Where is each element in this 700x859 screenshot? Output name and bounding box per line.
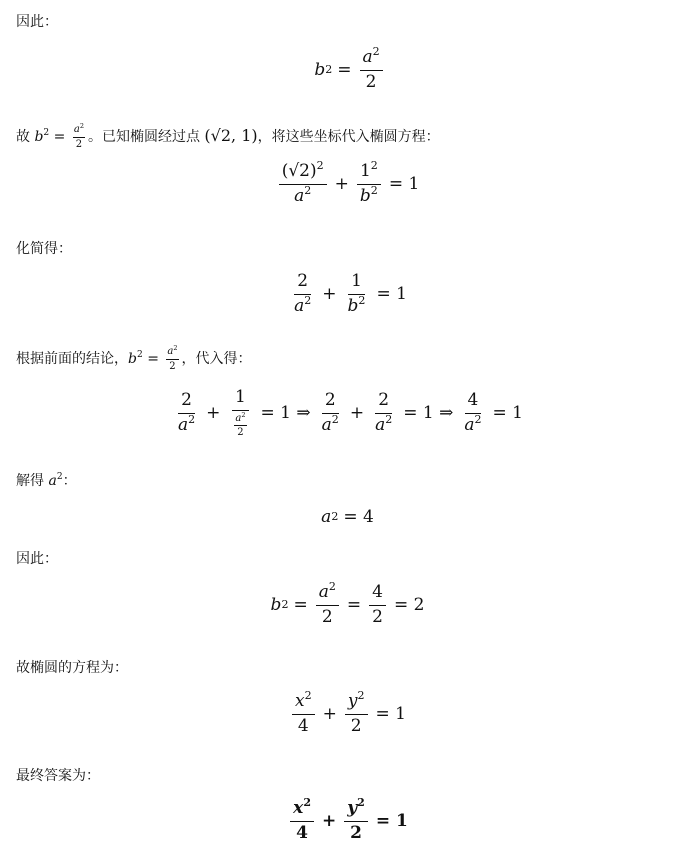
- equation-simplified: $\frac{2}{a^2}$ + $\frac{1}{b^2}$ = 1: [294, 271, 407, 316]
- text-therefore-2: 因此：: [16, 551, 58, 567]
- point-coordinates: (√2, 1): [204, 126, 258, 145]
- equation-a2-equals-4: a 2 = 4: [321, 507, 374, 527]
- text-previous-conclusion: 根据前面的结论，$b^2$ = $\frac{a^2}{2}$ ，代入得：: [16, 343, 252, 372]
- text-simplify: 化简得：: [16, 241, 72, 257]
- final-answer-equation: $\frac{x^2}{4}$ + $\frac{y^2}{2}$ = 1: [0, 799, 700, 843]
- fraction: $\frac{a^2}{2}$: [360, 48, 383, 92]
- equation-ellipse: $\frac{x^2}{4}$ + $\frac{y^2}{2}$ = 1: [0, 692, 700, 736]
- text-final-answer: 最终答案为：: [16, 768, 100, 784]
- text-ellipse-equation: 故椭圆的方程为：: [16, 660, 128, 676]
- equation-b2-value: b 2 = $\frac{a^2}{2}$ = $\frac{4}{2}$ = 2: [270, 579, 425, 627]
- equation-chain: $\frac{2}{a^2}$ + $\frac{1}{\frac{a^2}{2}}$ = 1 ⇒ $\frac{2}{a^2}$ + $\frac{2}{a^2}$ = 1 ⇒ $\frac{4}{a^2}$ = 1: [177, 387, 523, 439]
- text-therefore-1: 因此：: [16, 14, 58, 30]
- inline-fraction: $\frac{a^2}{2}$: [167, 343, 178, 372]
- equation-b2-a2-over-2: b 2 = $\frac{a^2}{2}$: [0, 48, 700, 92]
- equation-substitute-point: $\frac{(√2)^2}{a^2}$ + $\frac{1^2}{b^2}$ = 1: [0, 162, 700, 206]
- inline-fraction: $\frac{a^2}{2}$: [73, 121, 84, 150]
- nested-fraction: $\frac{a^2}{2}$: [235, 410, 246, 439]
- text-given-point: 故 $b^2$ = $\frac{a^2}{2}$ 。已知椭圆经过点 (√2, 1)，将这些坐标代入椭圆方程：: [16, 121, 440, 150]
- text-solve-a2: 解得 $a^2$：: [16, 472, 77, 489]
